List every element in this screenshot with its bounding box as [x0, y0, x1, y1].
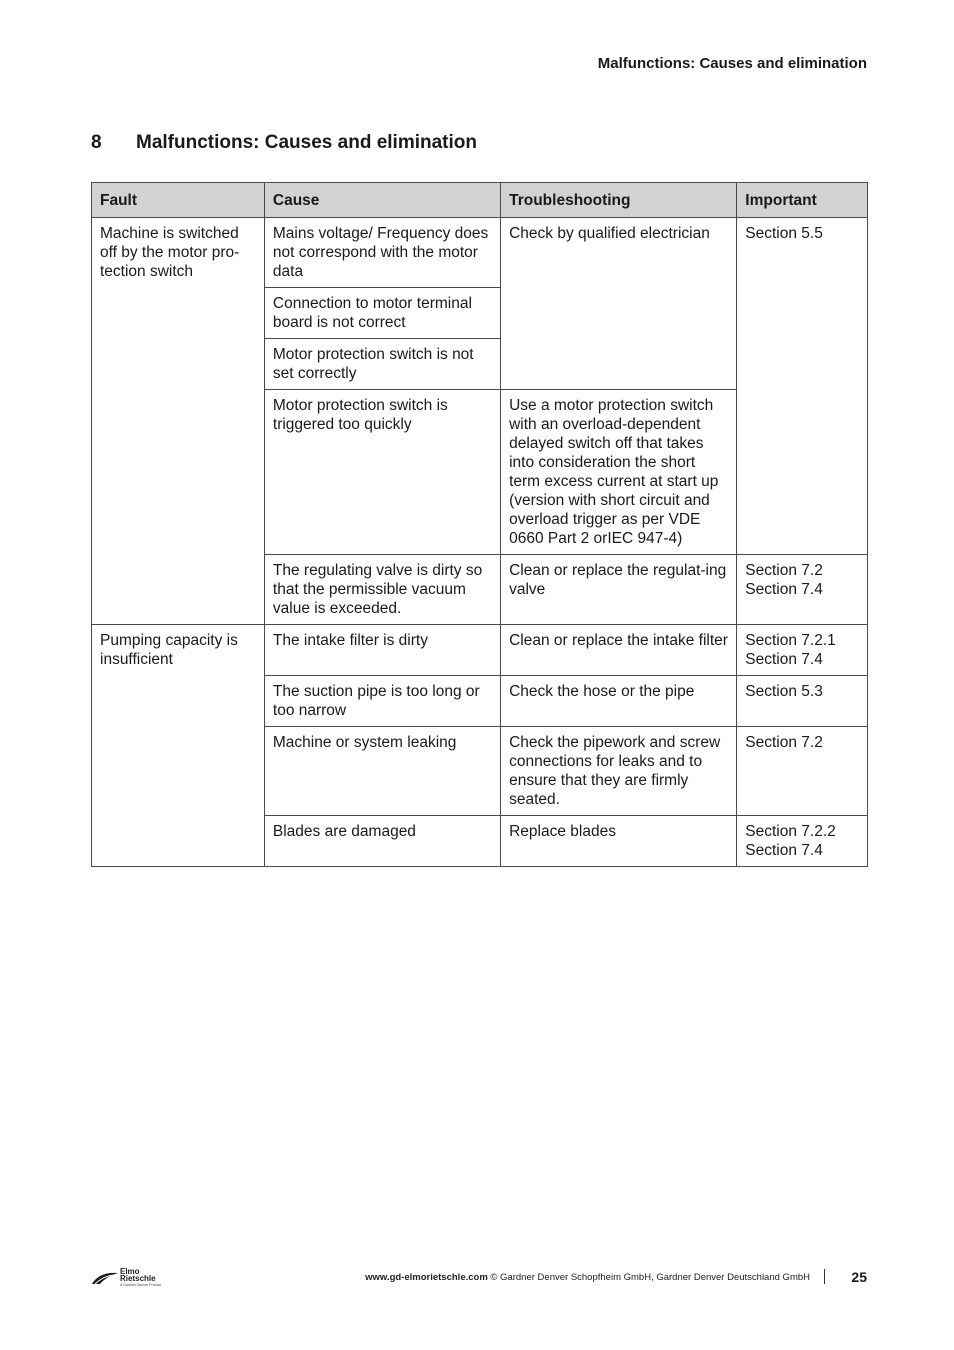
- section-reference: Section 7.2: [745, 734, 823, 751]
- cause-cell: The regulating valve is dirty so that the permissible vacuum value is exceeded.: [264, 555, 500, 625]
- important-cell: [737, 676, 868, 727]
- important-cell: [737, 727, 868, 816]
- section-reference: Section 7.2.2: [745, 823, 836, 840]
- section-title: Malfunctions: Causes and elimination: [136, 132, 477, 153]
- important-cell: [737, 625, 868, 676]
- swoosh-logo-icon: [91, 1271, 119, 1285]
- column-header-important: Important: [737, 183, 868, 218]
- logo-line-2: Rietschle: [120, 1274, 156, 1283]
- logo-line-1: Elmo: [120, 1267, 140, 1276]
- section-reference: Section 5.3: [745, 683, 823, 700]
- table-header-row: [92, 183, 868, 218]
- section-reference: Section 5.5: [745, 225, 823, 242]
- running-header-title: Malfunctions: Causes and elimination: [597, 55, 867, 72]
- footer-copyright: [365, 1272, 810, 1283]
- cause-cell: Motor protection switch is triggered too quickly: [264, 390, 500, 555]
- logo-tagline: A Gardner Denver Product: [120, 1283, 162, 1287]
- troubleshooting-cell: Use a motor protection switch with an overload-dependent delayed switch off that takes into consideration the short term excess current at start up (version with short circuit and overload trigger as per VDE 0660 Part 2 orIEC 947-4): [501, 390, 737, 555]
- column-header-fault: Fault: [92, 183, 265, 218]
- troubleshooting-cell: Clean or replace the regulat-ing valve: [501, 555, 737, 625]
- section-reference: Section 7.4: [745, 651, 823, 668]
- section-heading: [91, 132, 477, 154]
- section-reference: Section 7.2: [745, 562, 823, 579]
- cause-cell: Blades are damaged: [264, 816, 500, 867]
- cause-cell: Machine or system leaking: [264, 727, 500, 816]
- troubleshooting-cell: Check by qualified electrician: [501, 218, 737, 390]
- page-number: 25: [851, 1269, 867, 1285]
- cause-cell: Motor protection switch is not set correctly: [264, 339, 500, 390]
- footer-url[interactable]: www.gd-elmorietschle.com: [365, 1272, 488, 1283]
- cause-cell: The suction pipe is too long or too narrow: [264, 676, 500, 727]
- important-cell: [737, 218, 868, 555]
- elmo-rietschle-logo: [91, 1268, 171, 1290]
- column-header-troubleshooting: Troubleshooting: [501, 183, 737, 218]
- footer-divider: [824, 1269, 825, 1284]
- fault-cell: Pumping capacity is insufficient: [92, 625, 265, 867]
- section-number: 8: [91, 132, 102, 153]
- logo-wordmark: [120, 1268, 156, 1282]
- cause-cell: Connection to motor terminal board is not correct: [264, 288, 500, 339]
- malfunctions-table: [91, 182, 868, 867]
- troubleshooting-cell: Clean or replace the intake filter: [501, 625, 737, 676]
- footer-copyright-text: © Gardner Denver Schopfheim GmbH, Gardner Denver Deutschland GmbH: [490, 1272, 810, 1283]
- troubleshooting-cell: Replace blades: [501, 816, 737, 867]
- column-header-cause: Cause: [264, 183, 500, 218]
- table-row: [92, 218, 868, 288]
- troubleshooting-cell: Check the pipework and screw connections for leaks and to ensure that they are firmly seated.: [501, 727, 737, 816]
- cause-cell: The intake filter is dirty: [264, 625, 500, 676]
- page-footer: [91, 1268, 867, 1290]
- troubleshooting-cell: Check the hose or the pipe: [501, 676, 737, 727]
- cause-cell: Mains voltage/ Frequency does not correspond with the motor data: [264, 218, 500, 288]
- table-row: [92, 625, 868, 676]
- section-reference: Section 7.2.1: [745, 632, 836, 649]
- section-reference: Section 7.4: [745, 842, 823, 859]
- important-cell: [737, 555, 868, 625]
- fault-cell: Machine is switched off by the motor pro-tection switch: [92, 218, 265, 625]
- important-cell: [737, 816, 868, 867]
- section-reference: Section 7.4: [745, 581, 823, 598]
